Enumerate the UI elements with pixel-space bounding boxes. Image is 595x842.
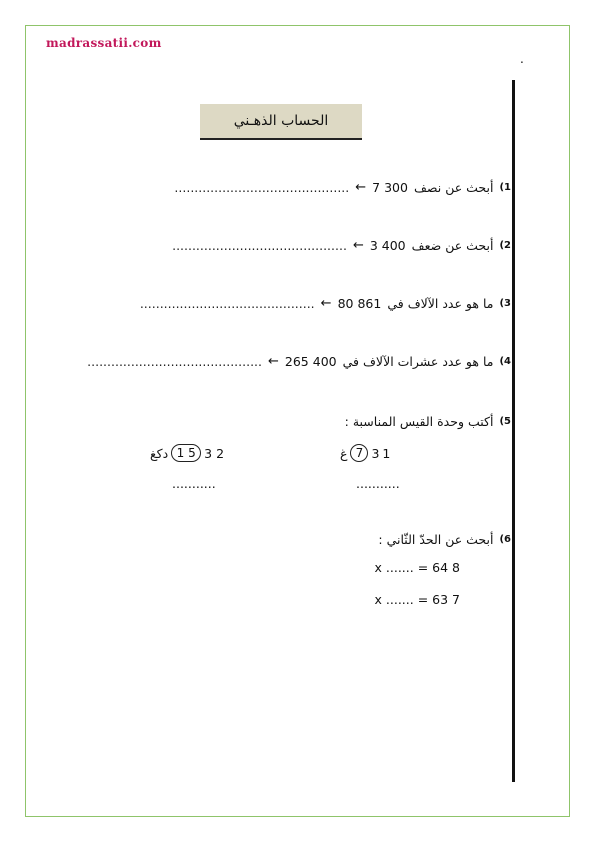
question-text: ما هو عدد عشرات الآلاف في <box>342 354 494 369</box>
question-3 <box>140 296 511 311</box>
digits: 3 2 <box>204 445 225 461</box>
question-value: 80 861 <box>337 296 382 311</box>
arrow-icon: ← <box>268 354 279 369</box>
corner-mark: . <box>520 52 524 66</box>
question-number: 1) <box>499 182 511 193</box>
question-text: أبحث عن نصف <box>413 180 494 195</box>
equation-2[interactable]: 7 x ....... = 63 <box>374 592 460 607</box>
question-text: أبحث عن الحدّ الثّاني : <box>378 532 494 547</box>
question-text: ما هو عدد الآلاف في <box>387 296 494 311</box>
question-5 <box>345 414 511 429</box>
answer-blank[interactable]: ............................................ <box>172 238 347 253</box>
answer-blank[interactable]: ............................................ <box>174 180 350 195</box>
equation-1[interactable]: 8 x ....... = 64 <box>374 560 460 575</box>
q5-item-b <box>150 444 224 462</box>
question-number: 4) <box>499 356 511 367</box>
question-value: 7 300 <box>372 180 408 195</box>
vertical-margin-line <box>512 80 515 782</box>
question-2 <box>172 238 511 253</box>
question-number: 3) <box>499 298 511 309</box>
unit-label: دكغ <box>150 445 169 461</box>
arrow-icon: ← <box>352 238 364 253</box>
q5-item-a <box>340 444 390 462</box>
question-number: 2) <box>499 240 511 251</box>
arrow-icon: ← <box>320 296 332 311</box>
answer-blank[interactable]: ........... <box>172 476 216 491</box>
worksheet-title: الحساب الذهـني <box>200 104 362 140</box>
circled-digits: 1 5 <box>171 444 201 462</box>
question-value: 265 400 <box>284 354 337 369</box>
question-4 <box>87 354 511 369</box>
digit: 1 <box>382 445 391 461</box>
question-text: أكتب وحدة القيس المناسبة : <box>344 414 494 429</box>
circled-digit: 7 <box>350 444 368 462</box>
answer-blank[interactable]: ............................................ <box>87 354 262 369</box>
question-1 <box>174 180 511 195</box>
arrow-icon: ← <box>355 180 367 195</box>
question-number: 6) <box>499 534 511 545</box>
answer-blank[interactable]: ........... <box>356 476 400 491</box>
unit-label: غ <box>340 445 348 461</box>
question-value: 3 400 <box>369 238 406 253</box>
question-number: 5) <box>499 416 511 427</box>
question-text: أبحث عن ضعف <box>411 238 494 253</box>
answer-blank[interactable]: ............................................ <box>139 296 315 311</box>
digit: 3 <box>371 445 380 461</box>
site-watermark: madrassatii.com <box>46 36 162 50</box>
question-6 <box>378 532 511 547</box>
